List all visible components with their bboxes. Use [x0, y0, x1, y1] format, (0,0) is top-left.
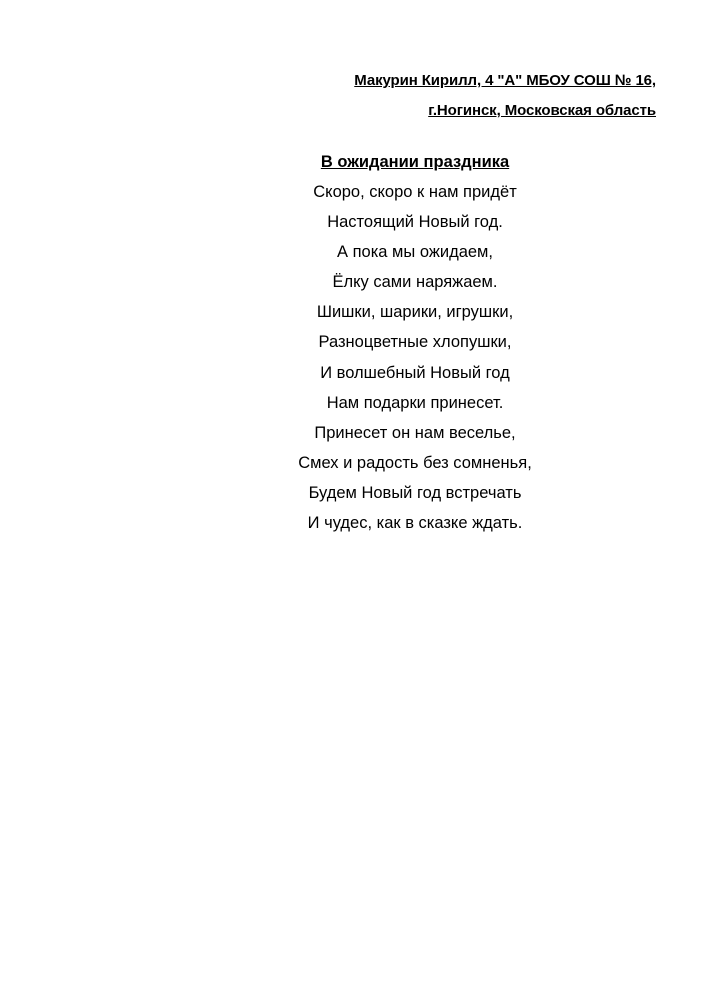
poem-line: Настоящий Новый год. [327, 213, 503, 232]
poem-body [0, 177, 707, 538]
poem-line: Будем Новый год встречать [308, 483, 522, 502]
poem-line: Разноцветные хлопушки, [318, 333, 512, 352]
poem-line: А пока мы ожидаем, [337, 243, 493, 262]
poem-line: И чудес, как в сказке ждать. [307, 514, 523, 533]
author-info [354, 66, 656, 126]
poem-line: Шишки, шарики, игрушки, [316, 303, 514, 322]
poem-line: Нам подарки принесет. [326, 393, 504, 412]
poem-line: Скоро, скоро к нам придёт [313, 183, 517, 201]
poem-line: И волшебный Новый год [320, 363, 510, 382]
poem-line: Принесет он нам веселье, [314, 423, 516, 442]
author-location: г.Ногинск, Московская область [428, 102, 656, 119]
poem-line: Ёлку сами наряжаем. [332, 273, 498, 292]
poem [0, 147, 707, 538]
poem-title: В ожидании праздника [320, 153, 510, 171]
author-name-school: Макурин Кирилл, 4 "А" МБОУ СОШ № 16, [354, 72, 656, 89]
poem-line: Смех и радость без сомненья, [298, 453, 532, 472]
